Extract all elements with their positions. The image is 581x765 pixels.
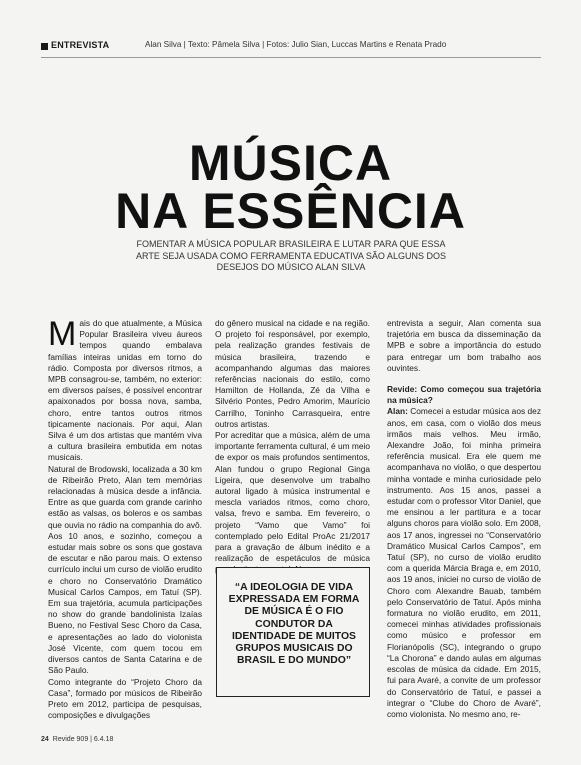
paragraph: Como integrante do “Projeto Choro da Casa”, formado por músicos de Ribeirão Preto em 2012, participa de pesquisas, composições e divulgações	[48, 676, 202, 721]
article-subtitle: FOMENTAR A MÚSICA POPULAR BRASILEIRA E LUTAR PARA QUE ESSA ARTE SEJA USADA COMO FERRAMENTA EDUCATIVA SÃO ALGUNS DOS DESEJOS DO MÚSICO ALAN SILVA	[136, 239, 446, 272]
paragraph	[48, 315, 202, 464]
section-marker	[41, 43, 48, 50]
answer-text: Comecei a estudar música aos dez anos, em casa, com o violão dos meus irmãos mais velhos. Meu irmão, Alexandre João, foi minha primeira referência musical. Era ele quem me acompanhava no violão, o que despertou minha vontade e minha curiosidade pelo instrumento. Aos 15 anos, passei a estudar com o professor Vitor Daniel, que me ensinou a ler partitura e a tocar alguns choros para violão solo. Em 2008, aos 17 anos, ingressei no “Conservatório Dramático Musical Carlos Campos”, em Tatuí (SP), no curso de violão erudito com a querida Márcia Braga e, em 2010, aos 19 anos, iniciei no curso de violão de Choro com Alexandre Bauab, também pelo Conservatório de Tatuí. Após minha formatura no violão erudito, em 2011, comecei minhas atividades profissionais como músico e professor em Florianópolis (SC), integrando o grupo “La Chorona” e dando aulas em algumas escolas de música da cidade. Em 2015, fui para Avaré, a convite de um professor do Conservatório de Tatuí, e passei a integrar o “Clube do Choro de Avaré”, como violonista. No mesmo ano, re-	[387, 406, 541, 719]
interview-answer	[387, 406, 541, 720]
paragraph: Por acreditar que a música, além de uma importante ferramenta cultural, é um meio de expor os mais profundos sentimentos, Alan fundou o grupo Regional Ginga Ligeira, que desenvolve um trabalho autoral ligado à música instrumental e mescla variados ritmos, como choro, valsa, frevo e samba. Em fevereiro, o projeto “Vamo que Vamo” foi contemplado pelo Edital ProAc 21/2017 para a gravação de álbum inédito e a realização de espetáculos de música	[215, 430, 370, 564]
publication-info: Revide 909 | 6.4.18	[52, 736, 114, 743]
pull-quote: “A IDEOLOGIA DE VIDA EXPRESSADA EM FORMA DE MÚSICA É O FIO CONDUTOR DA IDENTIDADE DE MUITOS GRUPOS MUSICAIS DO BRASIL E DO MUNDO”	[228, 582, 360, 667]
article-title-line-2: NA ESSÊNCIA	[115, 183, 466, 239]
paragraph: Natural de Brodowski, localizada a 30 km de Ribeirão Preto, Alan tem memórias relacionadas à música desde a infância. Entre as que guarda com grande carinho estão as valsas, os boleros e os sambas que ouvia no rádio na companhia do avô. Aos 10 anos, e sozinho, começou a estudar mais sobre os sons que gostava de escutar e não parou mais. O extenso currículo inclui um curso de violão erudito e choro no Conservatório Dramático Musical Carlos Campos, em Tatuí (SP). Em sua trajetória, acumula participações no show do grande bandolinista Izaías Bueno, no Festival Sesc Choro da Casa, e apresentações ao lado do violonista José Vicente, com quem tocou em diversos cantos de Santa Catarina e de São Paulo.	[48, 463, 202, 676]
paragraph-text: ais do que atualmente, a Música Popular Brasileira viveu áureos tempos quando embalava famílias inteiras unidas em torno do rádio. Composta por diversos ritmos, a MPB consagrou-se, também, no exterior: em diversos países, é possível encontrar apaixonados por bossa nova, samba, choro, entre tantos outros ritmos tipicamente nacionais. Por aqui, Alan Silva é um dos artistas que mantém viva a cultura brasileira embutida em notas musicais.	[48, 318, 202, 463]
article-title-line-1: MÚSICA	[188, 135, 393, 191]
text-column-2	[215, 318, 370, 576]
paragraph: do gênero musical na cidade e na região. O projeto foi responsável, por exemplo, pela realização grandes festivais de música brasileira, trazendo e acompanhando algumas das maiores referências nacionais do estilo, como Hamilton de Hollanda, Zé da Vilha e Silvério Pontes, Pedro Amorim, Maurício Carrilho, Toninho Carrasqueira, entre outros artistas.	[215, 318, 370, 429]
header-rule	[41, 57, 541, 58]
text-column-3	[387, 318, 541, 720]
article-credits: Alan Silva | Texto: Pâmela Silva | Fotos: Julio Sian, Luccas Martins e Renata Prado	[145, 40, 447, 49]
page-footer	[41, 736, 113, 743]
page-header	[41, 40, 541, 56]
page-number: 24	[41, 736, 49, 743]
text-column-1	[48, 315, 202, 721]
paragraph: entrevista a seguir, Alan comenta sua trajetória em busca da disseminação da MPB e sobre a importância do estudo para entregar um bom trabalho aos ouvintes.	[387, 318, 541, 373]
interview-question: Revide: Como começou sua trajetória na música?	[387, 384, 541, 406]
drop-cap: M	[48, 315, 77, 353]
section-label: ENTREVISTA	[51, 40, 110, 50]
answer-label: Alan:	[387, 406, 408, 417]
pull-quote-box	[216, 567, 370, 697]
